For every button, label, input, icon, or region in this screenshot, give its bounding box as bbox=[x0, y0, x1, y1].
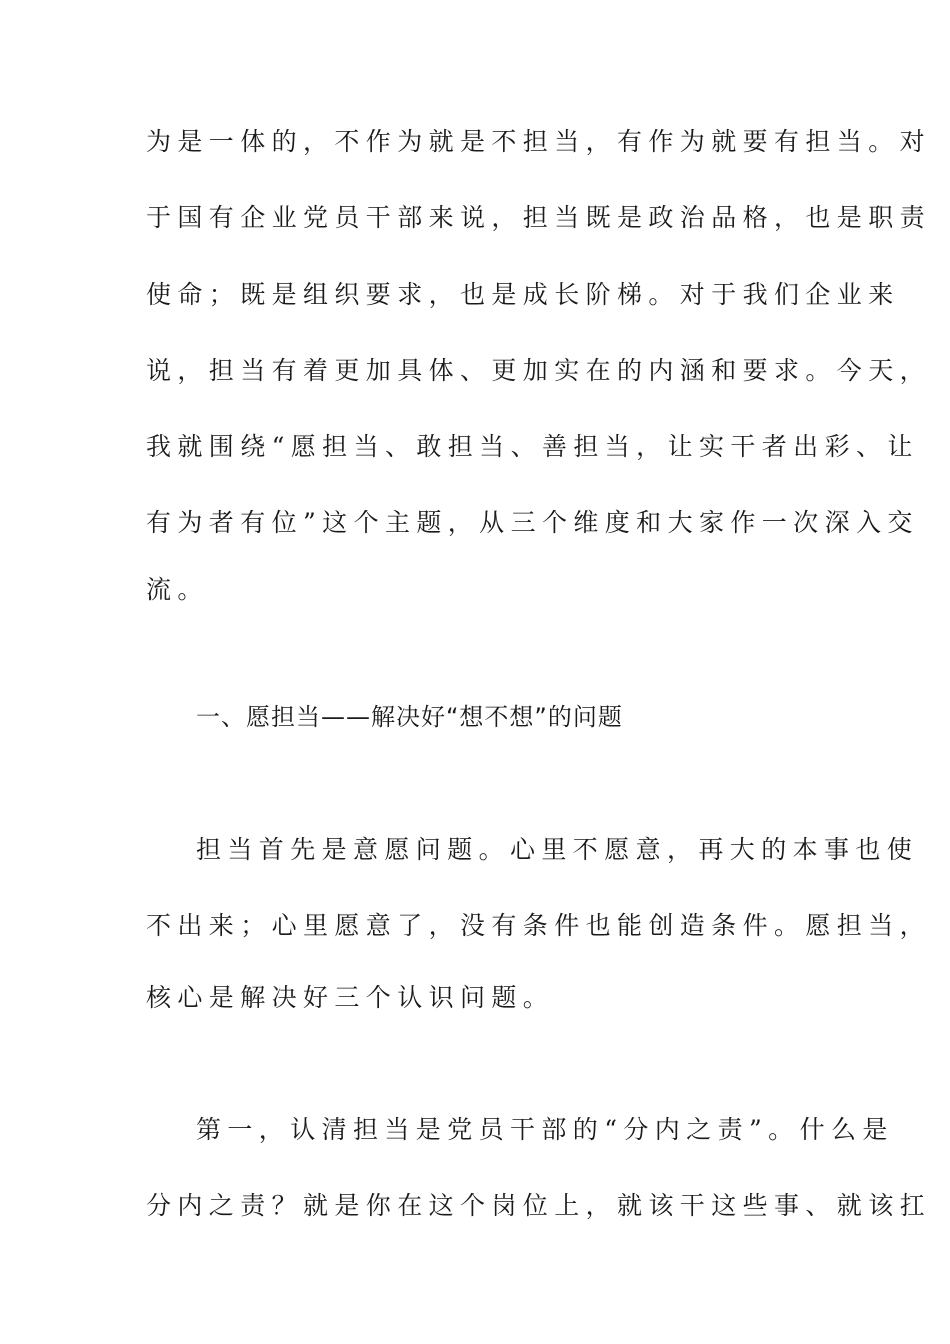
paragraph-intro-line-3: 使命；既是组织要求，也是成长阶梯。对于我们企业来 bbox=[146, 280, 900, 309]
paragraph-2-line-3: 核心是解决好三个认识问题。 bbox=[146, 983, 555, 1012]
section-heading-1: 一、愿担当——解决好“想不想”的问题 bbox=[196, 703, 623, 731]
paragraph-2-line-2: 不出来；心里愿意了，没有条件也能创造条件。愿担当， bbox=[146, 911, 932, 940]
paragraph-intro-line-4: 说，担当有着更加具体、更加实在的内涵和要求。今天， bbox=[146, 356, 932, 385]
paragraph-intro-line-2: 于国有企业党员干部来说，担当既是政治品格，也是职责 bbox=[146, 203, 932, 232]
paragraph-3-line-1: 第一，认清担当是党员干部的“分内之责”。什么是 bbox=[196, 1115, 894, 1144]
paragraph-intro-line-1: 为是一体的，不作为就是不担当，有作为就要有担当。对 bbox=[146, 127, 932, 156]
paragraph-intro-line-6: 有为者有位”这个主题，从三个维度和大家作一次深入交 bbox=[146, 508, 919, 537]
paragraph-intro-line-5: 我就围绕“愿担当、敢担当、善担当，让实干者出彩、让 bbox=[146, 432, 919, 461]
paragraph-2-line-1: 担当首先是意愿问题。心里不愿意，再大的本事也使 bbox=[196, 835, 919, 864]
paragraph-intro-line-7: 流。 bbox=[146, 575, 209, 604]
paragraph-3-line-2: 分内之责？就是你在这个岗位上，就该干这些事、就该扛 bbox=[146, 1191, 932, 1220]
